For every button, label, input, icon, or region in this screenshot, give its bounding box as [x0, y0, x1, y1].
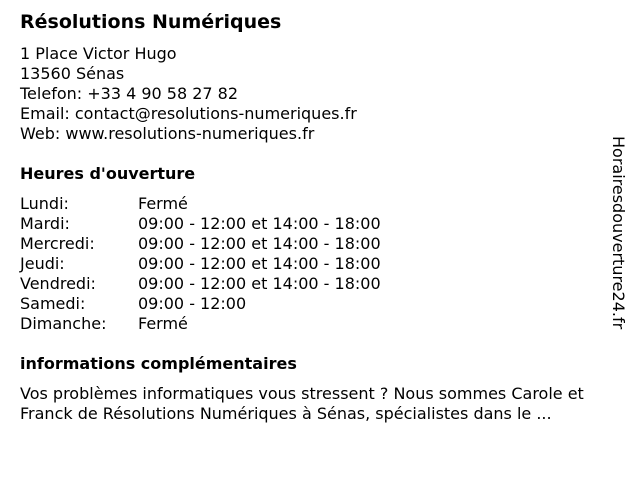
hours-day: Mercredi:	[20, 234, 95, 253]
web-line: Web: www.resolutions-numeriques.fr	[20, 124, 315, 143]
address-city: 13560 Sénas	[20, 64, 125, 83]
info-heading: informations complémentaires	[20, 354, 297, 373]
hours-time: Fermé	[138, 314, 188, 333]
contact-block	[20, 44, 357, 144]
hours-time: 09:00 - 12:00 et 14:00 - 18:00	[138, 274, 381, 293]
address-street: 1 Place Victor Hugo	[20, 44, 177, 63]
hours-time: Fermé	[138, 194, 188, 213]
hours-time: 09:00 - 12:00 et 14:00 - 18:00	[138, 214, 381, 233]
hours-day: Dimanche:	[20, 314, 107, 333]
hours-day: Lundi:	[20, 194, 69, 213]
hours-heading: Heures d'ouverture	[20, 164, 196, 183]
site-watermark: Horairesdouverture24.fr	[609, 136, 628, 330]
hours-time: 09:00 - 12:00 et 14:00 - 18:00	[138, 254, 381, 273]
hours-day: Jeudi:	[20, 254, 65, 273]
business-name: Résolutions Numériques	[20, 11, 282, 33]
hours-time: 09:00 - 12:00	[138, 294, 247, 313]
hours-day: Vendredi:	[20, 274, 96, 293]
hours-day: Samedi:	[20, 294, 86, 313]
hours-day: Mardi:	[20, 214, 70, 233]
phone-line: Telefon: +33 4 90 58 27 82	[20, 84, 239, 103]
hours-time: 09:00 - 12:00 et 14:00 - 18:00	[138, 234, 381, 253]
info-description: Vos problèmes informatiques vous stressent ? Nous sommes Carole et Franck de Résolutions Numériques à Sénas, spécialistes dans le ...	[20, 384, 584, 423]
email-line: Email: contact@resolutions-numeriques.fr	[20, 104, 357, 123]
